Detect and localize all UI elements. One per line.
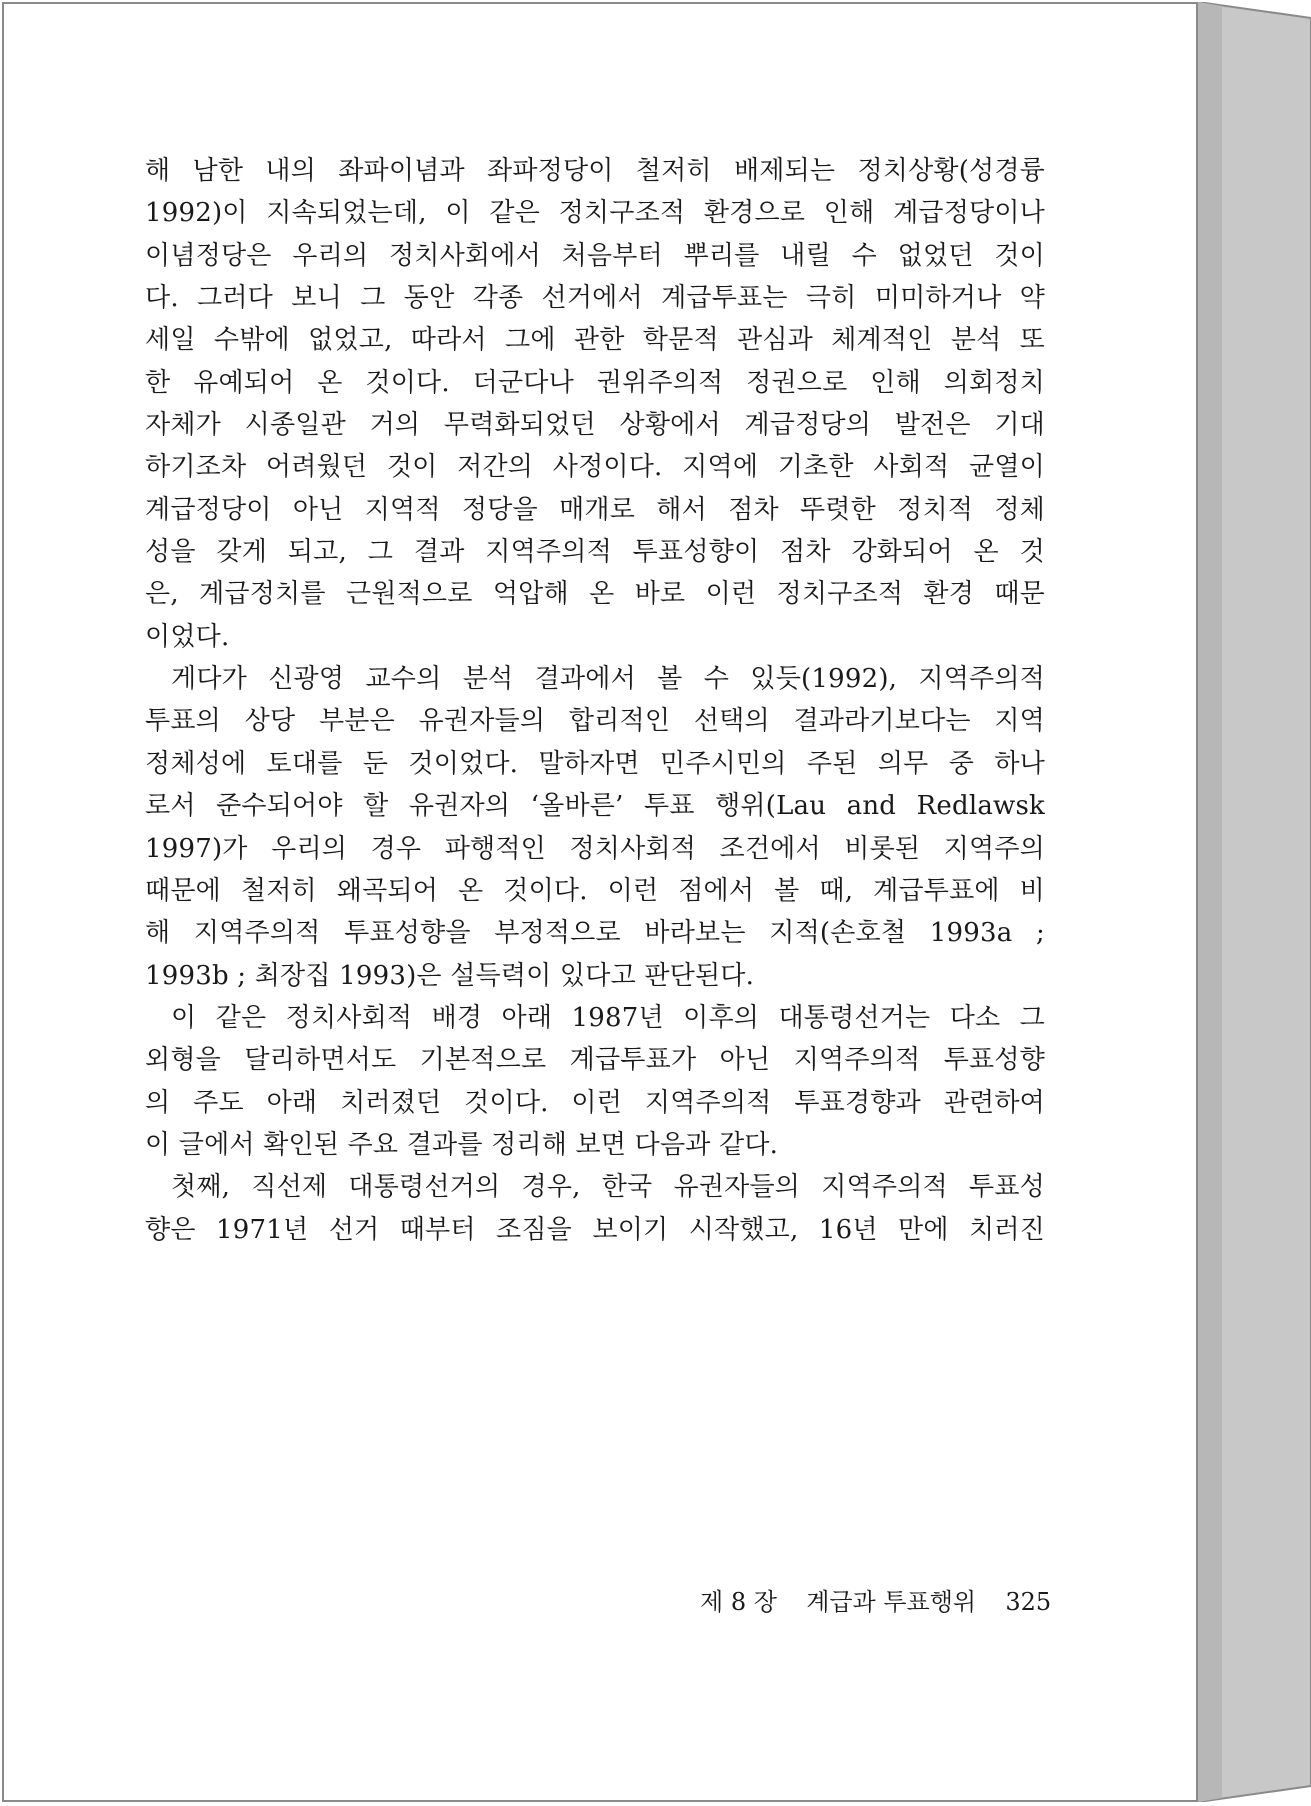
text-line: 은, 계급정치를 근원적으로 억압해 온 바로 이런 정치구조적 환경 때문 [145,579,1045,610]
text-line: 하기조차 어려웠던 것이 저간의 사정이다. 지역에 기초한 사회적 균열이 [145,452,1045,483]
text-line: 한 유예되어 온 것이다. 더군다나 권위주의적 정권으로 인해 의회정치 [145,367,1045,398]
text-line: 해 지역주의적 투표성향을 부정적으로 바라보는 지적(손호철 1993a ; [145,918,1045,949]
text-line: 의 주도 아래 치러졌던 것이다. 이런 지역주의적 투표경향과 관련하여 [145,1087,1045,1118]
text-line: 로서 준수되어야 할 유권자의 ‘올바른’ 투표 행위(Lau and Redlawsk [145,791,1045,822]
text-line: 이었다. [145,621,230,652]
text-line: 외형을 달리하면서도 기본적으로 계급투표가 아닌 지역주의적 투표성향 [145,1045,1045,1076]
text-line: 자체가 시종일관 거의 무력화되었던 상황에서 계급정당의 발전은 기대 [145,410,1045,441]
text-line: 향은 1971년 선거 때부터 조짐을 보이기 시작했고, 16년 만에 치러진 [145,1214,1045,1245]
chapter-title: 계급과 투표행위 [806,1588,977,1616]
text-line: 해 남한 내의 좌파이념과 좌파정당이 철저히 배제되는 정치상황(성경륭 [145,156,1045,186]
page-edge-stack [1198,2,1311,1802]
text-line: 1992)이 지속되었는데, 이 같은 정치구조적 환경으로 인해 계급정당이나 [145,198,1045,229]
text-line: 세일 수밖에 없었고, 따라서 그에 관한 학문적 관심과 체계적인 분석 또 [145,325,1045,356]
text-line: 1993b ; 최장집 1993)은 설득력이 있다고 판단된다. [145,960,755,991]
text-line: 이 글에서 확인된 주요 결과를 정리해 보면 다음과 같다. [145,1129,779,1160]
text-line: 투표의 상당 부분은 유권자들의 합리적인 선택의 결과라기보다는 지역 [145,706,1045,737]
running-footer [700,1582,1052,1622]
paragraph-first-line: 게다가 신광영 교수의 분석 결과에서 볼 수 있듯(1992), 지역주의적 [171,664,1045,695]
text-line: 때문에 철저히 왜곡되어 온 것이다. 이런 점에서 볼 때, 계급투표에 비 [145,875,1045,906]
text-line: 정체성에 토대를 둔 것이었다. 말하자면 민주시민의 주된 의무 중 하나 [145,748,1045,779]
text-line: 계급정당이 아닌 지역적 정당을 매개로 해서 점차 뚜렷한 정치적 정체 [145,494,1045,525]
paragraph-first-line: 이 같은 정치사회적 배경 아래 1987년 이후의 대통령선거는 다소 그 [171,1002,1045,1033]
text-line: 성을 갖게 되고, 그 결과 지역주의적 투표성향이 점차 강화되어 온 것 [145,537,1045,568]
paragraph-first-line: 첫째, 직선제 대통령선거의 경우, 한국 유권자들의 지역주의적 투표성 [171,1172,1045,1203]
body-text [145,150,1045,1251]
chapter-label: 제 8 장 [700,1588,777,1616]
text-line: 이념정당은 우리의 정치사회에서 처음부터 뿌리를 내릴 수 없었던 것이 [145,240,1045,271]
text-line: 1997)가 우리의 경우 파행적인 정치사회적 조건에서 비롯된 지역주의 [145,833,1045,864]
text-line: 다. 그러다 보니 그 동안 각종 선거에서 계급투표는 극히 미미하거나 약 [145,283,1045,314]
page-number: 325 [1005,1588,1052,1616]
